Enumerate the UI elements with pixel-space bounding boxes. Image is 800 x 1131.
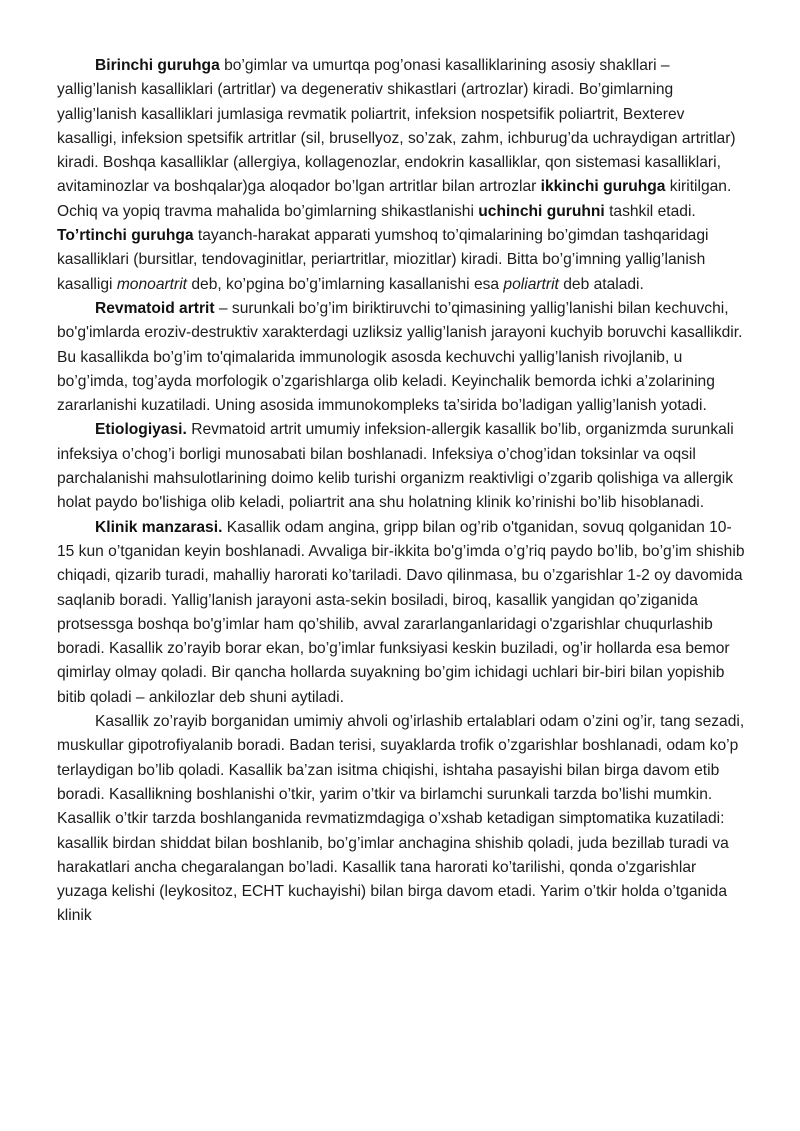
bold-term: To’rtinchi guruhga <box>57 227 194 245</box>
section-heading: Klinik manzarasi. <box>95 518 223 536</box>
paragraph-text: deb ataladi. <box>558 275 644 293</box>
bold-term: uchinchi guruhni <box>478 202 605 220</box>
paragraph-text: kiritilgan. Ochiq va yopiq travma mahalida bo’gimlarning shikastlanishi <box>57 178 732 220</box>
paragraph-rheumatoid-arthritis <box>57 297 747 418</box>
bold-term: ikkinchi guruhga <box>540 178 666 196</box>
italic-term: monoartrit <box>116 275 188 293</box>
paragraph-text: tayanch-harakat apparati yumshoq to’qimalarining bo’gimdan tashqaridagi kasalliklari (bursitlar, tendovaginitlar, periartritlar, miozitlar) kiradi. Bitta bo’g’imning yallig’lanish kasalligi <box>57 227 709 293</box>
paragraph-etiology <box>57 418 747 515</box>
paragraph-text: Kasallik odam angina, gripp bilan og’rib o'tganidan, sovuq qolganidan 10-15 kun o’tganidan keyin boshlanadi. Avvaliga bir-ikkita bo'g’imda o’g’riq paydo bo’lib, bo’g’im shishib chiqadi, qizarib turadi, mahalliy harorati ko’tariladi. Davo qilinmasa, bu o’zgarishlar 1-2 oy davomida saqlanib boradi. Yallig’lanish jarayoni asta-sekin bosiladi, biroq, kasallik yangidan qo’ziganida protsessga boshqa bo'g’imlar ham qo’shilib, avval zararlanganlaridagi o'zgarishlar chuqurlashib boradi. Kasallik zo’rayib borar ekan, bo’g’imlar funksiyasi keskin buziladi, og’ir hollarda esa bemor qimirlay olmay qoladi. Bir qancha hollarda suyakning bo’gim ichidagi uchlari bir-biri bilan yopishib bitib qoladi – ankilozlar deb shuni aytiladi. <box>57 518 745 706</box>
paragraph-text: tashkil etadi. <box>604 202 696 220</box>
paragraph-text: Kasallik zo’rayib borganidan umimiy ahvoli og’irlashib ertalablari odam o’zini og’ir, tang sezadi, muskullar gipotrofiyalanib boradi. Badan terisi, suyaklarda trofik o’zgarishlar boshlanadi, odam ko’p terlaydigan bo’lib qoladi. Kasallik ba’zan isitma chiqishi, ishtaha pasayishi bilan birga davom etib boradi. Kasallikning boshlanishi o’tkir, yarim o’tkir va birlamchi surunkali tarzda bo’lishi mumkin. Kasallik o’tkir tarzda boshlanganida revmatizmdagiga o’xshab ketadigan simptomatika kuzatiladi: kasallik birdan shiddat bilan boshlanib, bo’g’imlar anchagina shishib qoladi, juda bezillab turadi va harakatlari ancha chegaralangan bo’ladi. Kasallik tana harorati ko’tarilishi, qonda o'zgarishlar yuzaga kelishi (leykositoz, ECHT kuchayishi) bilan birga davom etadi. Yarim o’tkir holda o’tganida klinik <box>57 713 745 925</box>
paragraph-text: deb, ko’pgina bo’g’imlarning kasallanishi esa <box>187 275 504 293</box>
italic-term: poliartrit <box>503 275 559 293</box>
paragraph-progression <box>57 710 747 929</box>
bold-term: Birinchi guruhga <box>95 57 220 74</box>
paragraph-groups <box>57 54 747 297</box>
paragraph-text: Revmatoid artrit umumiy infeksion-allergik kasallik bo’lib, organizmda surunkali infeksiya o’chog’i borligi munosabati bilan boshlanadi. Infeksiya o’chog’idan toksinlar va oqsil parchalanishi mahsulotlarining doimo kelib turishi organizm reaktivligi o’zgarib qolishiga va allergik holat paydo bo'lishiga olib keladi, poliartrit ana shu holatning klinik ko’rinishi bo’lib hisoblanadi. <box>57 421 734 512</box>
section-heading: Etiologiyasi. <box>95 421 187 439</box>
paragraph-text: bo’gimlar va umurtqa pog’onasi kasalliklarining asosiy shakllari – yallig’lanish kasalliklari (artritlar) va degenerativ shikastlari (artrozlar) kiradi. Bo’gimlarning yallig’lanish kasalliklari jumlasiga revmatik poliartrit, infeksion nospetsifik poliartrit, Bexterev kasalligi, infeksion spetsifik artritlar (sil, brusellyoz, so’zak, zahm, ichburug’da uchraydigan artritlar) kiradi. Boshqa kasalliklar (allergiya, kollagenozlar, endokrin kasalliklar, qon sistemasi kasalliklari, avitaminozlar va boshqalar)ga aloqador bo’lgan artritlar bilan artrozlar <box>57 57 736 196</box>
bold-term: Revmatoid artrit <box>95 299 215 317</box>
paragraph-text: – surunkali bo’g’im biriktiruvchi to’qimasining yallig’lanishi bilan kechuvchi, bo'g'imlarda eroziv-destruktiv xarakterdagi uzliksiz yallig’lanish jarayoni kuchyib boruvchi kasallikdir. Bu kasallikda bo’g’im to'qimalarida immunologik asosda kechuvchi yallig’lanish rivojlanib, u bo’g’imda, tog’ayda morfologik o’zgarishlarga olib keladi. Keyinchalik bemorda ichki a’zolarining zararlanishi kuzatiladi. Uning asosida immunokompleks ta’sirida bo’ladigan yallig’lanish yotadi. <box>57 299 743 415</box>
paragraph-clinical-picture <box>57 516 747 710</box>
document-page <box>57 54 747 929</box>
